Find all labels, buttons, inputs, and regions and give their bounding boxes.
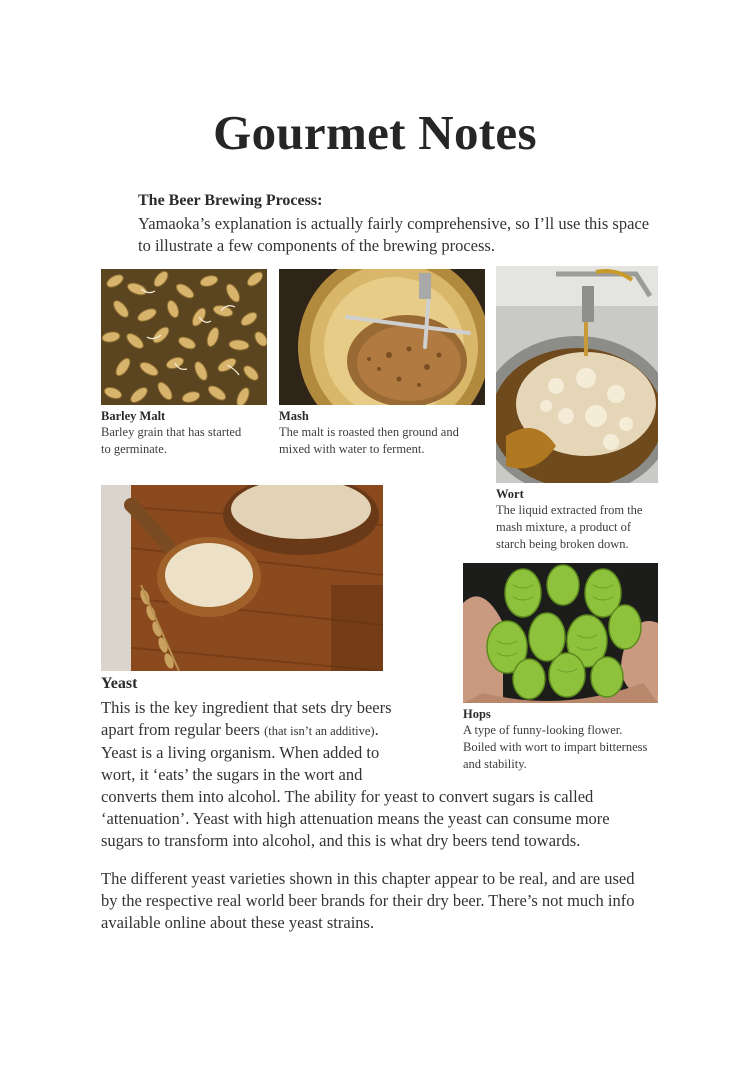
yeast-image (101, 485, 383, 671)
hops-photo (463, 563, 658, 703)
closing-paragraph (101, 868, 701, 934)
mash-caption (279, 408, 489, 458)
wort-caption-line: mash mixture, a product of (496, 520, 632, 534)
yeast-line-main: apart from regular beers (101, 720, 265, 739)
yeast-line: ‘attenuation’. Yeast with high attenuation means the yeast can consume more (101, 809, 610, 828)
hops-caption-line: Boiled with wort to impart bitterness (463, 740, 648, 754)
mash-image (279, 269, 485, 405)
wort-image (496, 266, 658, 483)
closing-line: by the respective real world beer brands for their dry beer. There’s not much info (101, 891, 635, 910)
intro-paragraph: Yamaoka’s explanation is actually fairly comprehensive, so I’ll use this space to illustrate a few components of the brewing process. (138, 214, 650, 255)
hops-caption-title: Hops (463, 707, 491, 721)
yeast-paragraph (101, 697, 701, 852)
barley-malt-caption-line: Barley grain that has started (101, 425, 242, 439)
barley-malt-caption-title: Barley Malt (101, 409, 166, 423)
yeast-line (101, 719, 701, 742)
yeast-line: sugars to transform into alcohol, and this is what dry beers tend towards. (101, 831, 581, 850)
hops-image (463, 563, 658, 703)
yeast-line: Yeast is a living organism. When added to (101, 743, 380, 762)
yeast-heading: Yeast (101, 675, 138, 692)
mash-caption-line: The malt is roasted then ground and (279, 425, 459, 439)
wort-caption-title: Wort (496, 487, 524, 501)
wort-caption-line: starch being broken down. (496, 537, 629, 551)
yeast-line-end: . (374, 720, 379, 739)
yeast-line: This is the key ingredient that sets dry beers (101, 698, 392, 717)
page-title: Gourmet Notes (213, 105, 537, 160)
wort-photo (496, 266, 658, 483)
hops-caption-line: A type of funny-looking flower. (463, 723, 623, 737)
mash-caption-title: Mash (279, 409, 309, 423)
wort-caption-line: The liquid extracted from the (496, 503, 643, 517)
yeast-photo (101, 485, 383, 671)
closing-line: available online about these yeast strains. (101, 913, 375, 932)
wort-caption (496, 486, 666, 553)
hops-caption-line: and stability. (463, 757, 527, 771)
barley-malt-photo (101, 269, 267, 405)
mash-caption-line: mixed with water to ferment. (279, 442, 425, 456)
yeast-line: wort, it ‘eats’ the sugars in the wort and (101, 765, 363, 784)
section-heading: The Beer Brewing Process: (138, 192, 323, 209)
yeast-line-note: (that isn’t an additive) (264, 724, 375, 738)
closing-line: The different yeast varieties shown in this chapter appear to be real, and are used (101, 869, 635, 888)
barley-malt-image (101, 269, 267, 405)
barley-malt-caption (101, 408, 271, 458)
yeast-line: converts them into alcohol. The ability for yeast to convert sugars is called (101, 787, 594, 806)
mash-photo (279, 269, 485, 405)
barley-malt-caption-line: to germinate. (101, 442, 167, 456)
